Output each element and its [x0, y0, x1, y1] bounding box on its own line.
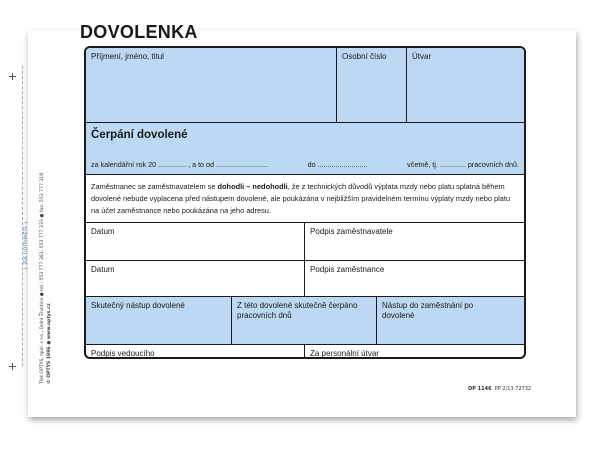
- employer-signature-label: Podpis zaměstnavatele: [310, 227, 393, 236]
- hr-department-label: Za personální útvar: [310, 349, 379, 358]
- printer-line: Tisk OPTYS, spol. s r.o., Dolní Životice ● tel.: 553 777 381, 553 777 333 ● fax: 553 777 318: [40, 172, 45, 384]
- employer-date-field[interactable]: [86, 223, 304, 261]
- actual-leave-row: [86, 296, 524, 345]
- crop-mark: [12, 73, 13, 80]
- leave-period-section: [86, 122, 524, 175]
- department-label: Útvar: [412, 52, 432, 61]
- actual-start-field[interactable]: [86, 297, 231, 345]
- header-fields-row: [86, 48, 524, 122]
- form-title: DOVOLENKA: [80, 22, 198, 42]
- days-taken-label: Z této dovolené skutečně čerpáno pracovních dnů: [237, 301, 358, 320]
- form-version: PP 2/13 72732: [494, 386, 532, 392]
- leave-period-line[interactable]: [91, 160, 519, 169]
- section-title: Čerpání dovolené: [91, 129, 188, 141]
- return-to-work-field[interactable]: [376, 297, 524, 345]
- employee-number-label: Osobní číslo: [342, 52, 387, 61]
- manager-signature-label: Podpis vedoucího: [91, 349, 155, 358]
- name-field[interactable]: [86, 48, 336, 122]
- agreement-suffix: , že z technických důvodů výplata mzdy nebo platu splatná během dovolené nebude vyplacena před nástupem dovolené, ale poukázána v nejbližším pravidelném termínu výplaty mzdy nebo platu na účet zaměstnance nebo poukázána na jeho adresu.: [91, 182, 511, 215]
- employee-signature-label: Podpis zaměstnance: [310, 265, 385, 274]
- approval-row: [86, 344, 524, 359]
- hr-department-field[interactable]: [304, 345, 524, 359]
- name-label: Příjmení, jméno, titul: [91, 52, 164, 61]
- date-label: Datum: [91, 227, 115, 236]
- actual-start-label: Skutečný nástup dovolené: [91, 301, 185, 310]
- form-code-number: OP 1146: [468, 386, 492, 392]
- employee-signature-row: [86, 260, 524, 297]
- period-days: včetně, tj. ............. pracovních dnů.: [407, 160, 519, 169]
- employer-signature-field[interactable]: [304, 223, 524, 261]
- employee-date-field[interactable]: [86, 261, 304, 297]
- agreement-text: [91, 181, 518, 217]
- agreement-prefix: Zaměstnanec se zaměstnavatelem se: [91, 182, 218, 191]
- copyright-line: © OPTYS 1996 ● www.optys.cz: [47, 303, 52, 384]
- agreement-notice: [86, 174, 524, 223]
- crop-mark: [12, 363, 13, 370]
- leave-form: [84, 46, 526, 359]
- date-label: Datum: [91, 265, 115, 274]
- printer-imprint: [40, 84, 54, 384]
- agreement-choice: dohodli – nedohodli: [217, 182, 288, 191]
- days-taken-field[interactable]: [231, 297, 377, 345]
- manager-signature-field[interactable]: [86, 345, 304, 359]
- employee-number-field[interactable]: [336, 48, 407, 122]
- period-year-from: za kalendářní rok 20 .............. , a to od ..........................: [91, 160, 268, 169]
- perforation-line: [22, 66, 23, 366]
- tear-here-label: ↓ ZDE ODTRHNĚTE ↓: [24, 220, 29, 270]
- employer-signature-row: [86, 222, 524, 261]
- period-to: do .........................: [307, 160, 368, 169]
- return-to-work-label: Nástup do zaměstnání po dovolené: [382, 301, 474, 320]
- employee-signature-field[interactable]: [304, 261, 524, 297]
- department-field[interactable]: [406, 48, 524, 122]
- form-code: [468, 386, 531, 392]
